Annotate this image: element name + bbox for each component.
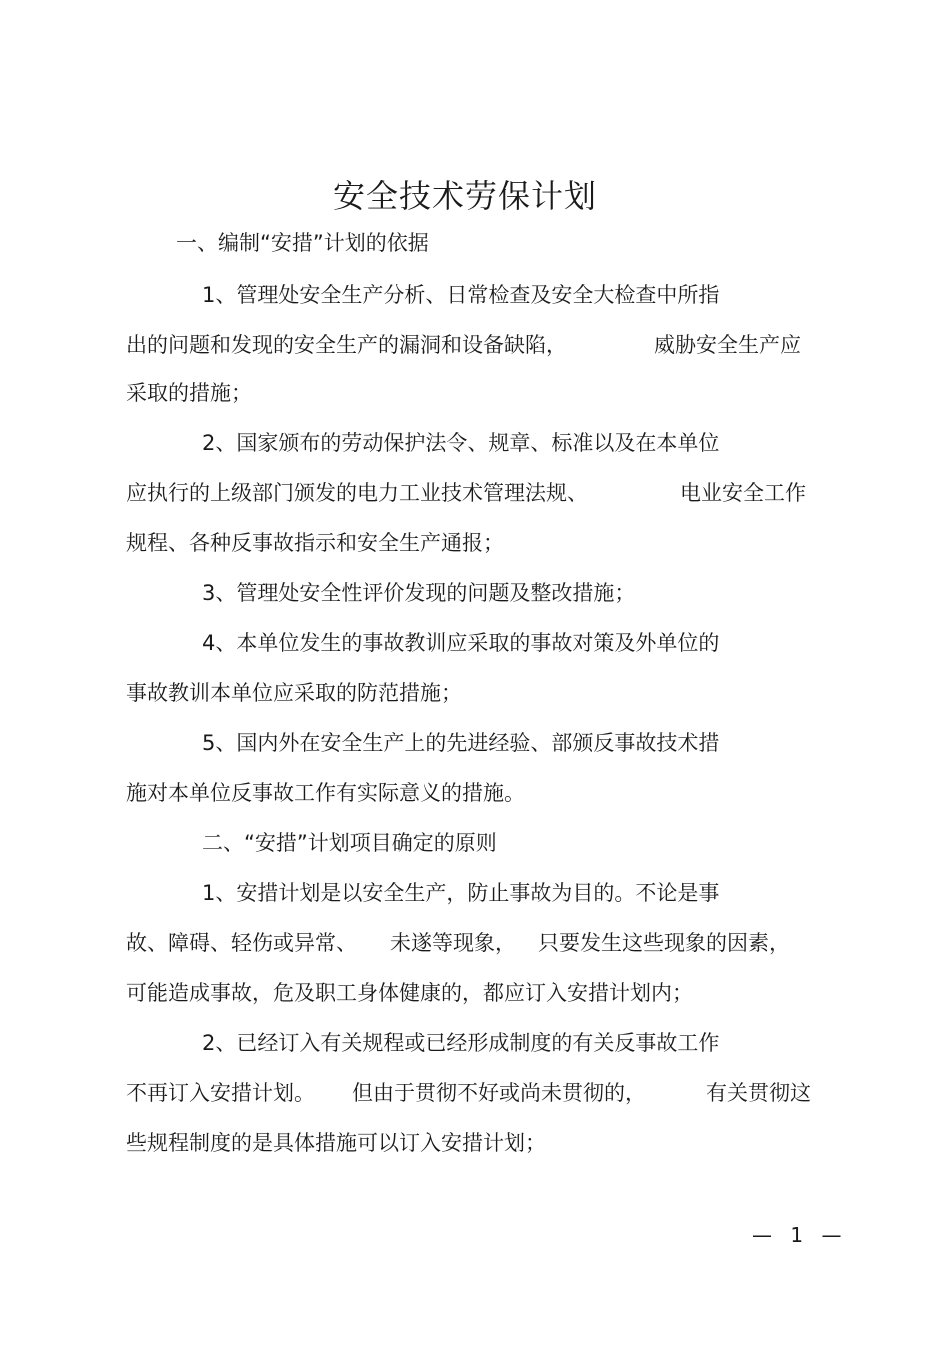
s1-item3-line1: 3、管理处安全性评价发现的问题及整改措施； [202, 581, 636, 605]
s1-item1-line2b: 威胁安全生产应 [654, 333, 801, 357]
s1-item5-line1: 5、国内外在安全生产上的先进经验、部颁反事故技术措 [202, 731, 720, 755]
section-2-heading: 二、“安措”计划项目确定的原则 [202, 831, 497, 855]
s2-item1-line1: 1、安措计划是以安全生产，防止事故为目的。不论是事 [202, 881, 720, 905]
s2-item1-line2c: 只要发生这些现象的因素， [538, 931, 790, 955]
s1-item1-line3: 采取的措施； [126, 381, 252, 405]
s2-item1-line2b: 未遂等现象， [390, 931, 516, 955]
page-number: — 1 — [752, 1223, 848, 1247]
s1-item2-line2a: 应执行的上级部门颁发的电力工业技术管理法规、 [126, 481, 588, 505]
s2-item1-line2a: 故、障碍、轻伤或异常、 [126, 931, 357, 955]
s2-item2-line2b: 但由于贯彻不好或尚未贯彻的， [352, 1081, 646, 1105]
s1-item1-line2a: 出的问题和发现的安全生产的漏洞和设备缺陷， [126, 333, 567, 357]
s1-item4-line1: 4、本单位发生的事故教训应采取的事故对策及外单位的 [202, 631, 720, 655]
s1-item2-line3: 规程、各种反事故指示和安全生产通报； [126, 531, 504, 555]
s1-item5-line2: 施对本单位反事故工作有实际意义的措施。 [126, 781, 525, 805]
document-title: 安全技术劳保计划 [332, 177, 597, 215]
s2-item2-line3: 些规程制度的是具体措施可以订入安措计划； [126, 1131, 546, 1155]
s1-item2-line1: 2、国家颁布的劳动保护法令、规章、标准以及在本单位 [202, 431, 720, 455]
s2-item1-line3: 可能造成事故，危及职工身体健康的，都应订入安措计划内； [126, 981, 693, 1005]
s2-item2-line2c: 有关贯彻这 [706, 1081, 811, 1105]
s1-item2-line2b: 电业安全工作 [680, 481, 806, 505]
s1-item4-line2: 事故教训本单位应采取的防范措施； [126, 681, 462, 705]
s1-item1-line1: 1、管理处安全生产分析、日常检查及安全大检查中所指 [202, 283, 720, 307]
s2-item2-line1: 2、已经订入有关规程或已经形成制度的有关反事故工作 [202, 1031, 720, 1055]
section-1-heading: 一、编制“安措”计划的依据 [176, 231, 429, 255]
s2-item2-line2a: 不再订入安措计划。 [126, 1081, 315, 1105]
